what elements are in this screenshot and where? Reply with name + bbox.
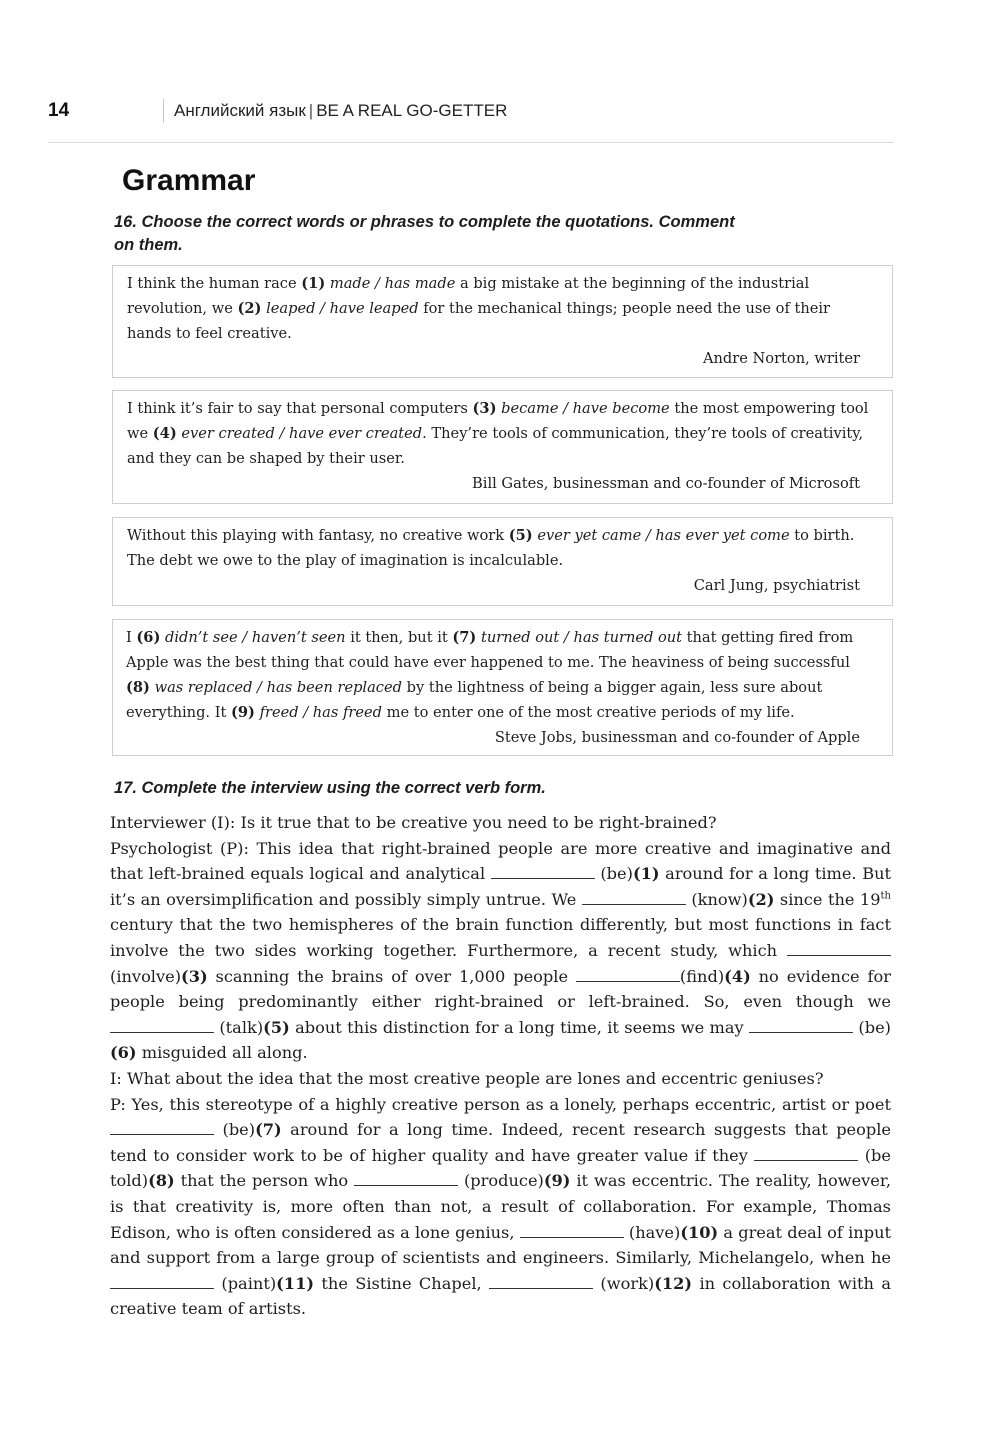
quote-text: Without this playing with fantasy, no creative work (5) ever yet came / has ever yet come to birth. The debt we owe to the play of imagination is incalculable. xyxy=(127,527,855,569)
answer-options: didn’t see / haven’t seen xyxy=(165,629,346,646)
answer-blank-8[interactable] xyxy=(754,1146,858,1161)
running-title xyxy=(174,101,507,121)
page-header xyxy=(48,96,894,143)
quote-text: I think it’s fair to say that personal computers (3) became / have become the most empowering tool we (4) ever created / have ever created. They’re tools of communication, they’re tools of creativity, and they can be shaped by their user. xyxy=(127,400,869,467)
quote-box-jobs xyxy=(112,619,893,756)
answer-blank-2[interactable] xyxy=(582,890,686,905)
quote-box-gates xyxy=(112,390,893,504)
answer-blank-5[interactable] xyxy=(110,1018,214,1033)
answer-blank-9[interactable] xyxy=(354,1171,458,1186)
book-title: BE A REAL GO-GETTER xyxy=(316,101,508,120)
psychologist-answer-1: Psychologist (P): This idea that right-brained people are more creative and imaginative and that left-brained equals logical and analytical (be)(1) around for a long time. But it’s an oversimplification and possibly simply untrue. We (know)(2) since the 19th century that the two hemispheres of the brain function differently, but most functions in fact involve the two sides working together. Furthermore, a recent study, which (involve)(3) scanning the brains of over 1,000 people (find)(4) no evidence for people being predominantly either right-brained or left-brained. So, even though we (talk)(5) about this distinction for a long time, it seems we may (be) (6) misguided all along. xyxy=(110,838,892,1063)
subject-label: Английский язык xyxy=(174,101,306,120)
answer-options: leaped / have leaped xyxy=(266,300,419,317)
page-number: 14 xyxy=(48,100,70,121)
answer-blank-11[interactable] xyxy=(110,1274,214,1289)
section-title: Grammar xyxy=(122,164,256,197)
answer-blank-3[interactable] xyxy=(787,941,891,956)
answer-options: made / has made xyxy=(329,275,456,292)
instruction-line-1: 16. Choose the correct words or phrases to complete the quotations. Comment xyxy=(114,213,735,231)
quote-text: I (6) didn’t see / haven’t seen it then, but it (7) turned out / has turned out that getting fired from Apple was the best thing that could have ever happened to me. The heaviness of being successful (8) was replaced / has been replaced by the lightness of being a bigger again, less sure about everything. It (9) freed / has freed me to enter one of the most creative periods of my life. xyxy=(126,629,854,721)
interviewer-question-1: Interviewer (I): Is it true that to be creative you need to be right-brained? xyxy=(110,813,717,832)
answer-blank-10[interactable] xyxy=(520,1223,624,1238)
header-divider xyxy=(163,99,164,123)
answer-blank-4[interactable] xyxy=(576,967,680,982)
answer-blank-12[interactable] xyxy=(489,1274,593,1289)
answer-options: ever yet came / has ever yet come xyxy=(537,527,790,544)
psychologist-answer-2: P: Yes, this stereotype of a highly creative person as a lonely, perhaps eccentric, artist or poet (be)(7) around for a long time. Indeed, recent research suggests that people tend to consider work to be of higher quality and have greater value if they (be told)(8) that the person who (produce)(9) it was eccentric. The reality, however, is that creativity is, more often than not, a result of collaboration. For example, Thomas Edison, who is often considered as a lone genius, (have)(10) a great deal of input and support from a large group of scientists and engineers. Similarly, Michelangelo, when he (paint)(11) the Sistine Chapel, (work)(12) in collaboration with a creative team of artists. xyxy=(110,1094,892,1319)
quote-author: Carl Jung, psychiatrist xyxy=(693,577,860,594)
answer-blank-6[interactable] xyxy=(749,1018,853,1033)
interview-text xyxy=(110,810,891,1322)
exercise-17-instruction: 17. Complete the interview using the correct verb form. xyxy=(114,779,546,797)
answer-options: became / have become xyxy=(501,400,670,417)
answer-blank-1[interactable] xyxy=(491,864,595,879)
instruction-line-2: on them. xyxy=(114,236,183,254)
quote-author: Andre Norton, writer xyxy=(702,350,860,367)
quote-author: Bill Gates, businessman and co-founder of Microsoft xyxy=(472,475,860,492)
quote-author: Steve Jobs, businessman and co-founder of Apple xyxy=(494,729,860,746)
answer-options: ever created / have ever created. xyxy=(181,425,427,442)
quote-box-norton xyxy=(112,265,893,378)
interviewer-question-2: I: What about the idea that the most creative people are lones and eccentric geniuses? xyxy=(110,1068,824,1088)
answer-options: freed / has freed xyxy=(259,704,382,721)
exercise-16-instruction xyxy=(114,211,890,257)
answer-options: turned out / has turned out xyxy=(480,629,683,646)
title-separator: | xyxy=(308,101,314,120)
quote-text: I think the human race (1) made / has made a big mistake at the beginning of the industrial revolution, we (2) leaped / have leaped for the mechanical things; people need the use of their hands to feel creative. xyxy=(127,275,831,342)
quote-box-jung xyxy=(112,517,893,606)
answer-blank-7[interactable] xyxy=(110,1120,214,1135)
answer-options: was replaced / has been replaced xyxy=(154,679,402,696)
